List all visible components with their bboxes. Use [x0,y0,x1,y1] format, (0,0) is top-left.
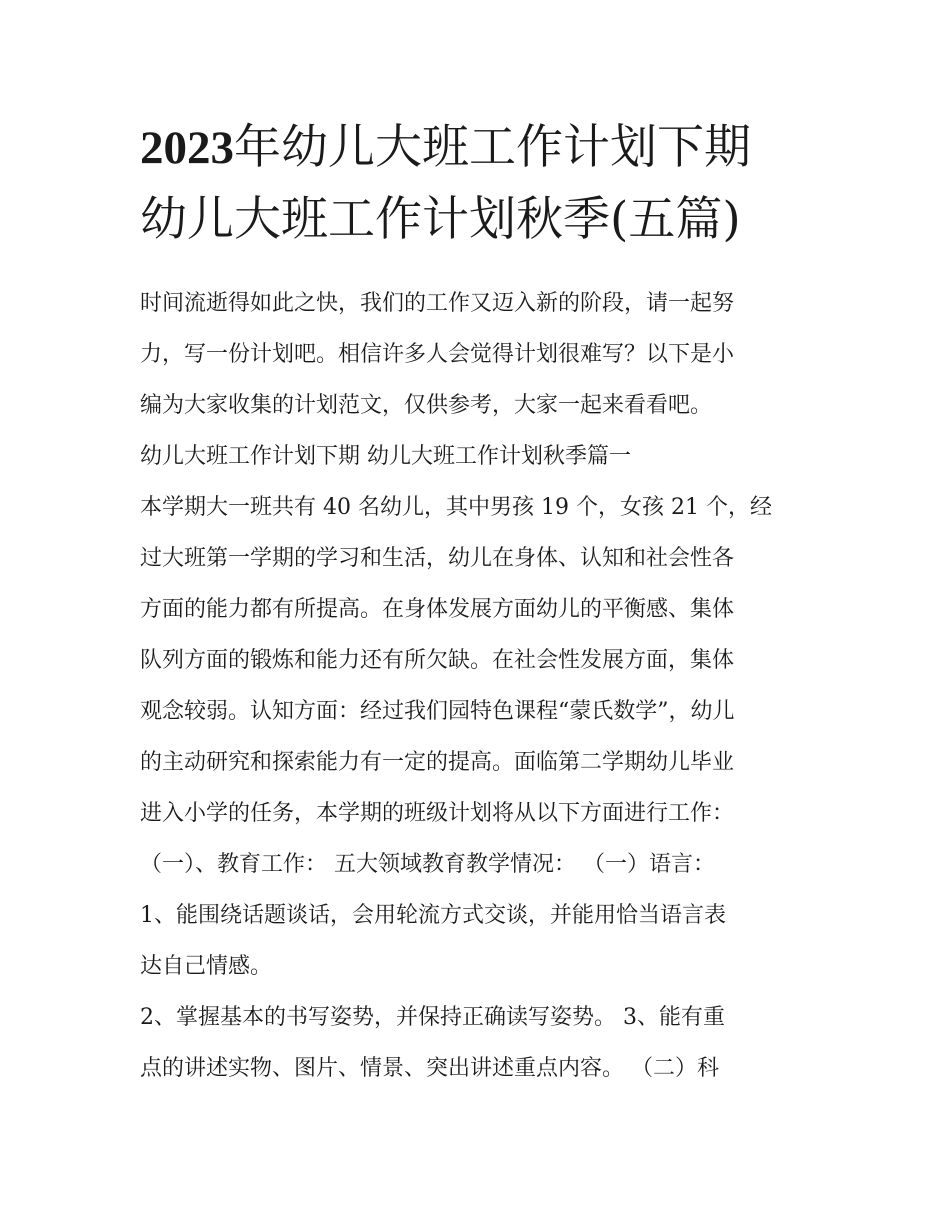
body-line: 观念较弱。认知方面：经过我们园特色课程“蒙氏数学”，幼儿 [140,699,735,724]
body-line: 进入小学的任务，本学期的班级计划将从以下方面进行工作： [140,801,735,826]
document-body [140,278,830,1094]
body-line: 达自己情感。 [140,954,273,979]
section-heading: 幼儿大班工作计划下期 幼儿大班工作计划秋季篇一 [140,444,631,469]
body-line: 过大班第一学期的学习和生活，幼儿在身体、认知和社会性各 [140,546,735,571]
body-line: 的主动研究和探索能力有一定的提高。面临第二学期幼儿毕业 [140,750,735,775]
body-line: 编为大家收集的计划范文，仅供参考，大家一起来看看吧。 [140,393,713,418]
document-title [140,112,830,256]
title-year: 2023 [140,122,234,174]
body-line: 队列方面的锻炼和能力还有所欠缺。在社会性发展方面，集体 [140,648,735,673]
body-line: 1、能围绕话题谈话，会用轮流方式交谈，并能用恰当语言表 [140,903,726,928]
body-line: 方面的能力都有所提高。在身体发展方面幼儿的平衡感、集体 [140,597,735,622]
body-line: 力，写一份计划吧。相信许多人会觉得计划很难写？以下是小 [140,342,735,367]
body-line: （一）、教育工作： 五大领域教育教学情况： （一）语言： [140,852,715,877]
title-line-2: 幼儿大班工作计划秋季(五篇) [140,192,741,247]
body-line: 本学期大一班共有 40 名幼儿，其中男孩 19 个，女孩 21 个，经 [140,495,772,520]
body-line: 2、掌握基本的书写姿势，并保持正确读写姿势。 3、能有重 [140,1005,725,1030]
body-line: 点的讲述实物、图片、情景、突出讲述重点内容。 （二）科 [140,1056,719,1081]
body-line: 时间流逝得如此之快，我们的工作又迈入新的阶段，请一起努 [140,291,735,316]
title-line-1 [140,112,830,184]
title-line-1-text: 年幼儿大班工作计划下期 [234,120,751,175]
